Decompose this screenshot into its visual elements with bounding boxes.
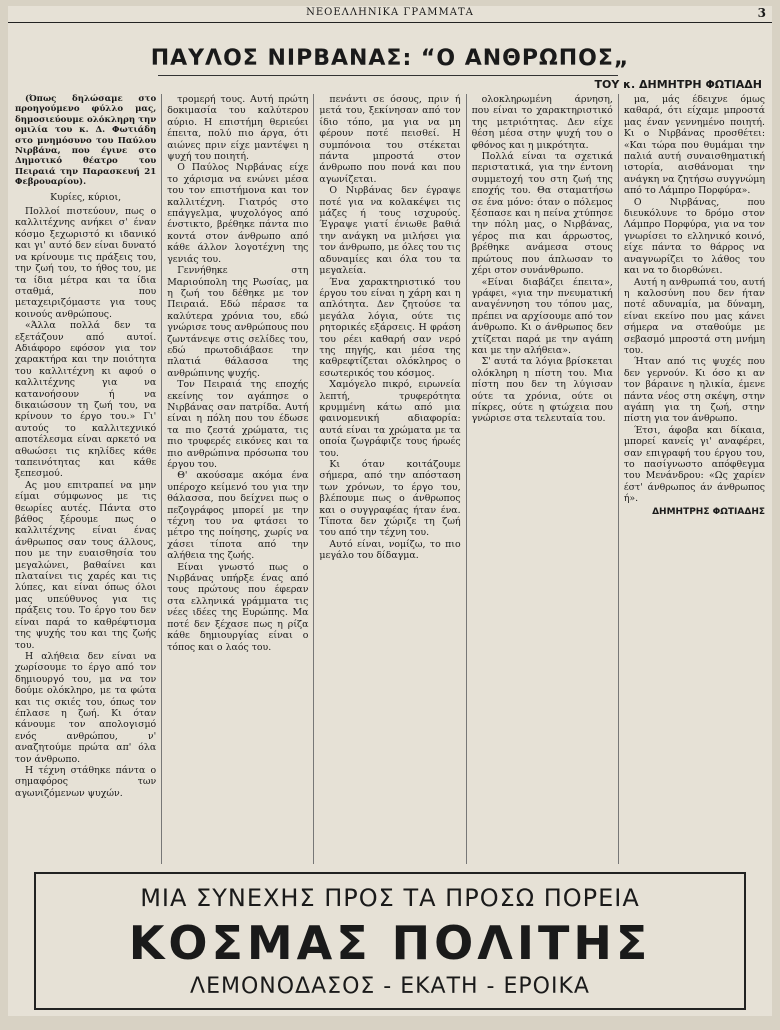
paragraph: Σ' αυτά τα λόγια βρίσκεται ολόκληρη η πίστη του. Μια πίστη που δεν τη λύγισαν ούτε τα χρόνια, ούτε οι πίκρες, ούτε η φτώχεια που γνώρισε στα τελευταία του. xyxy=(471,356,613,425)
column-3 xyxy=(314,94,466,864)
paragraph: Ο Παύλος Νιρβάνας είχε το χάρισμα να ενώνει μέσα του τον επιστήμονα και τον καλλιτέχνη. Γιατρός στο επάγγελμα, ψυχολόγος από ένστικτο, βρέθηκε πάντα πιο κοντά στον άνθρωπο από κάθε άλλον λογοτέχνη της γενιάς του. xyxy=(167,162,309,265)
paragraph: Η αλήθεια δεν είναι να χωρίσουμε το έργο από τον δημιουργό του, μα να τον δούμε ολόκληρο, με τα φώτα και τις σκιές του, όπως τον έπλασε η ζωή. Κι όταν κάνουμε τον απολογισμό ενός ανθρώπου, ν' αναζητούμε πρώτα απ' όλα τον άνθρωπο. xyxy=(15,650,157,765)
newspaper-page xyxy=(8,6,772,1016)
paragraph: Τον Πειραιά της εποχής εκείνης τον αγάπησε ο Νιρβάνας σαν πατρίδα. Αυτή είναι η πόλη που του έδωσε τα πιο ζεστά χρώματα, τις πιο τρυφερές εικόνες και τα πιο ανθρώπινα πρόσωπα του έργου του. xyxy=(167,379,309,470)
ad-brand-name: ΚΟΣΜΑΣ ΠΟΛΙΤΗΣ xyxy=(128,916,652,970)
article-headline: ΠΑΥΛΟΣ ΝΙΡΒΑΝΑΣ: “Ο ΑΝΘΡΩΠΟΣ„ xyxy=(150,46,630,71)
paragraph: Χαμόγελο πικρό, ειρωνεία λεπτή, τρυφερότητα κρυμμένη κάτω από μια φαινομενική αδιαφορία: αυτά είναι τα χρώματα με τα οποία ζωγράφιζε τους ήρωές του. xyxy=(319,379,461,459)
intro-note: (Όπως δηλώσαμε στο προηγούμενο φύλλο μας, δημοσιεύουμε ολόκληρη την ομιλία του κ. Δ. Φωτιάδη στο μνημόσυνο του Παύλου Νιρβάνα, που έγινε στο Δημοτικό θέατρο του Πειραιά την Παρασκευή 21 Φεβρουαρίου). xyxy=(15,94,157,188)
page-number: 3 xyxy=(757,6,766,20)
paragraph: Πολλοί πιστεύουν, πως ο καλλιτέχνης ανήκει σ' έναν κόσμο ξεχωριστό κι ιδανικό και γι' αυτό δεν είναι δυνατό να κρίνουμε τις πράξεις του, την ζωή του, το ήθος του, με τα ίδια μέτρα και τα ίδια σταθμά, που μεταχειριζόμαστε για τους κοινούς ανθρώπους. xyxy=(15,206,157,320)
ad-tagline: ΜΙΑ ΣΥΝΕΧΗΣ ΠΡΟΣ ΤΑ ΠΡΟΣΩ ΠΟΡΕΙΑ xyxy=(140,884,640,912)
paragraph: Ας μου επιτραπεί να μην είμαι σύμφωνος με τις θεωρίες αυτές. Πάντα στο βάθος ξέρουμε πως ο καλλιτέχνης είναι ένας άνθρωπος σαν τους άλλους, που με την ευαισθησία του μεγαλώνει, βαθαίνει και πλαταίνει τις χαρές και τις λύπες, και είναι όπως όλοι μας υπεύθυνος για τις πράξεις του. Το έργο του δεν είναι παρά το καθρέφτισμα της ψυχής του και της ζωής του. xyxy=(15,479,157,651)
column-1 xyxy=(10,94,162,864)
salutation: Κυρίες, κύριοι, xyxy=(50,191,122,203)
article-byline: ΤΟΥ κ. ΔΗΜΗΤΡΗ ΦΩΤΙΑΔΗ xyxy=(594,78,762,91)
column-2 xyxy=(162,94,314,864)
paragraph: μα, μάς έδειχνε όμως καθαρά, ότι είχαμε μπροστά μας έναν γεννημένο ποιητή. Κι ο Νιρβάνας προσθέτει: «Και τώρα που θυμάμαι την παλιά αυτή συναισθηματική ιστορία, αισθάνομαι την ανάγκη να ζητήσω συγγνώμη από το Λάμπρο Πορφύρα». xyxy=(623,94,766,197)
paragraph: Ο Νιρβάνας, που διευκόλυνε το δρόμο στον Λάμπρο Πορφύρα, για να τον γνωρίσει το ελληνικό κοινό, είχε πάντα το θάρρος να αναγνωρίζει το λάθος του και να το διορθώνει. xyxy=(623,196,766,277)
ad-product-list: ΛΕΜΟΝΟΔΑΣΟΣ - ΕΚΑΤΗ - ΕΡΟΙΚΑ xyxy=(190,974,590,999)
article-columns xyxy=(10,94,770,864)
headline-rule xyxy=(158,75,618,76)
masthead xyxy=(8,6,772,23)
author-signature: ΔΗΜΗΤΡΗΣ ΦΩΤΙΑΔΗΣ xyxy=(652,506,766,517)
paragraph: Αυτό είναι, νομίζω, το πιο μεγάλο του δίδαγμα. xyxy=(319,538,461,562)
paragraph: πενάντι σε όσους, πριν ή μετά του, ξεκίνησαν από τον ίδιο τόπο, μα για να μη φέρουν ποτέ πεισθεί. Η συμπόνοια του στέκεται πάντα μπροστά στον άνθρωπο που πονά και που αγωνίζεται. xyxy=(319,94,461,185)
paragraph: Ο Νιρβάνας δεν έγραψε ποτέ για να κολακέψει τις μάζες ή τους ισχυρούς. Έγραψε γιατί ένιωθε βαθιά την ανάγκη να μιλήσει για τον άνθρωπο, με όλες του τις αδυναμίες και όλα του τα μεγαλεία. xyxy=(319,185,461,277)
paragraph: «Άλλα πολλά δεν τα εξετάζουν από αυτοί. Αδιάφορο εφόσον για τον χαρακτήρα και την ποιότητα του καλλιτέχνη κι αφού ο καλλιτέχνης για να κατανοήσουν ή να δικαιώσουν τη ζωή του, να κρίνουν το έργο του.» Γι' αυτούς το καλλιτεχνικό αποτέλεσμα είναι αρκετό να αθωώσει τις κηλίδες κάθε ταπεινότητας και κάθε ξεπεσμού. xyxy=(15,320,157,480)
column-4 xyxy=(467,94,619,864)
paragraph: Είναι γνωστό πως ο Νιρβάνας υπήρξε ένας από τους πρώτους που έφεραν στα ελληνικά γράμματα τις νέες ιδέες της Ευρώπης. Μα ποτέ δεν ξέχασε πως η ρίζα κάθε δημιουργίας είναι ο τόπος και ο λαός του. xyxy=(167,561,309,653)
paragraph: Ένα χαρακτηριστικό του έργου του είναι η χάρη και η απλότητα. Δεν ζητούσε τα μεγάλα λόγια, ούτε τις ρητορικές εξάρσεις. Η φράση του ρέει καθαρή σαν νερό της πηγής, και μέσα της καθρεφτίζεται ολόκληρος ο εσωτερικός του κόσμος. xyxy=(319,276,461,379)
paragraph: τρομερή τους. Αυτή πρώτη δοκιμασία του καλύτερου αύριο. Η επιστήμη θεριεύει έπειτα, πολύ πιο άργα, ότι αιώνες πριν είχε μαντέψει η ψυχή του ποιητή. xyxy=(167,94,309,163)
paragraph: Η τέχνη στάθηκε πάντα ο σημαφόρος των αγωνιζόμενων ψυχών. xyxy=(15,764,157,799)
paragraph: Έτσι, άφοβα και δίκαια, μπορεί κανείς γι' αναφέρει, σαν επιγραφή του έργου του, το πασίγνωστο απόφθεγμα του Μενάνδρου: «Ως χαρίεν έστ' άνθρωπος άν άνθρωπος ή». xyxy=(623,424,766,505)
paragraph: Θ' ακούσαμε ακόμα ένα υπέροχο κείμενό του για την θάλασσα, που δείχνει πως ο πεζογράφος μπορεί με την τέχνη του να φτάσει το μέτρο της ποίησης, χωρίς να χάσει τίποτα από την αλήθεια της ζωής. xyxy=(167,470,309,562)
paragraph: Αυτή η ανθρωπιά του, αυτή η καλοσύνη που δεν ήταν ποτέ αδυναμία, μα δύναμη, είναι εκείνο που μας κάνει σήμερα να σταθούμε με σεβασμό μπροστά στη μνήμη του. xyxy=(623,276,766,356)
paragraph: Γεννήθηκε στη Μαριούπολη της Ρωσίας, μα η ζωή του δέθηκε με τον Πειραιά. Εδώ πέρασε τα καλύτερα χρόνια του, εδώ γνώρισε τους ανθρώπους που ζωντάνεψε στις σελίδες του, εδώ πρωτοδιάβασε την πλατιά θάλασσα της ανθρώπινης ψυχής. xyxy=(167,265,309,379)
paragraph: Κι όταν κοιτάζουμε σήμερα, από την απόσταση των χρόνων, το έργο του, βλέπουμε πως ο άνθρωπος και ο συγγραφέας ήταν ένα. Τίποτα δεν χώριζε τη ζωή του από την τέχνη του. xyxy=(319,459,461,539)
advertisement-box xyxy=(34,872,746,1010)
paragraph: «Είναι διαβάζει έπειτα», γράφει, «για την πνευματική αναγέννηση του τόπου μας, πρέπει να αρχίσουμε από τον άνθρωπο. Κι ο άνθρωπος δεν χτίζεται παρά με την αγάπη και με την αλήθεια». xyxy=(471,276,613,356)
paragraph: ολοκληρωμένη άρνηση, που είναι το χαρακτηριστικό της μετριότητας. Δεν είχε θέση μέσα στην ψυχή του ο φθόνος και η μικρότητα. xyxy=(471,94,613,151)
paragraph: Ήταν από τις ψυχές που δεν γερνούν. Κι όσο κι αν τον βάραινε η ηλικία, έμενε πάντα νέος στη σκέψη, στην αγάπη για τη ζωή, στην πίστη για τον άνθρωπο. xyxy=(623,356,766,425)
paragraph: Πολλά είναι τα σχετικά περιστατικά, για την έντονη συμμετοχή του στη ζωή της εποχής του. Θα σταματήσω σε ένα μόνο: όταν ο πόλεμος ξέσπασε και η πείνα χτύπησε την πόλη μας, ο Νιρβάνας, γέρος πια και άρρωστος, βρέθηκε ανάμεσα στους πρώτους που άπλωσαν το χέρι στον συνάνθρωπο. xyxy=(471,151,613,277)
publication-name: ΝΕΟΕΛΛΗΝΙΚΑ ΓΡΑΜΜΑΤΑ xyxy=(306,7,474,18)
column-5 xyxy=(619,94,770,864)
